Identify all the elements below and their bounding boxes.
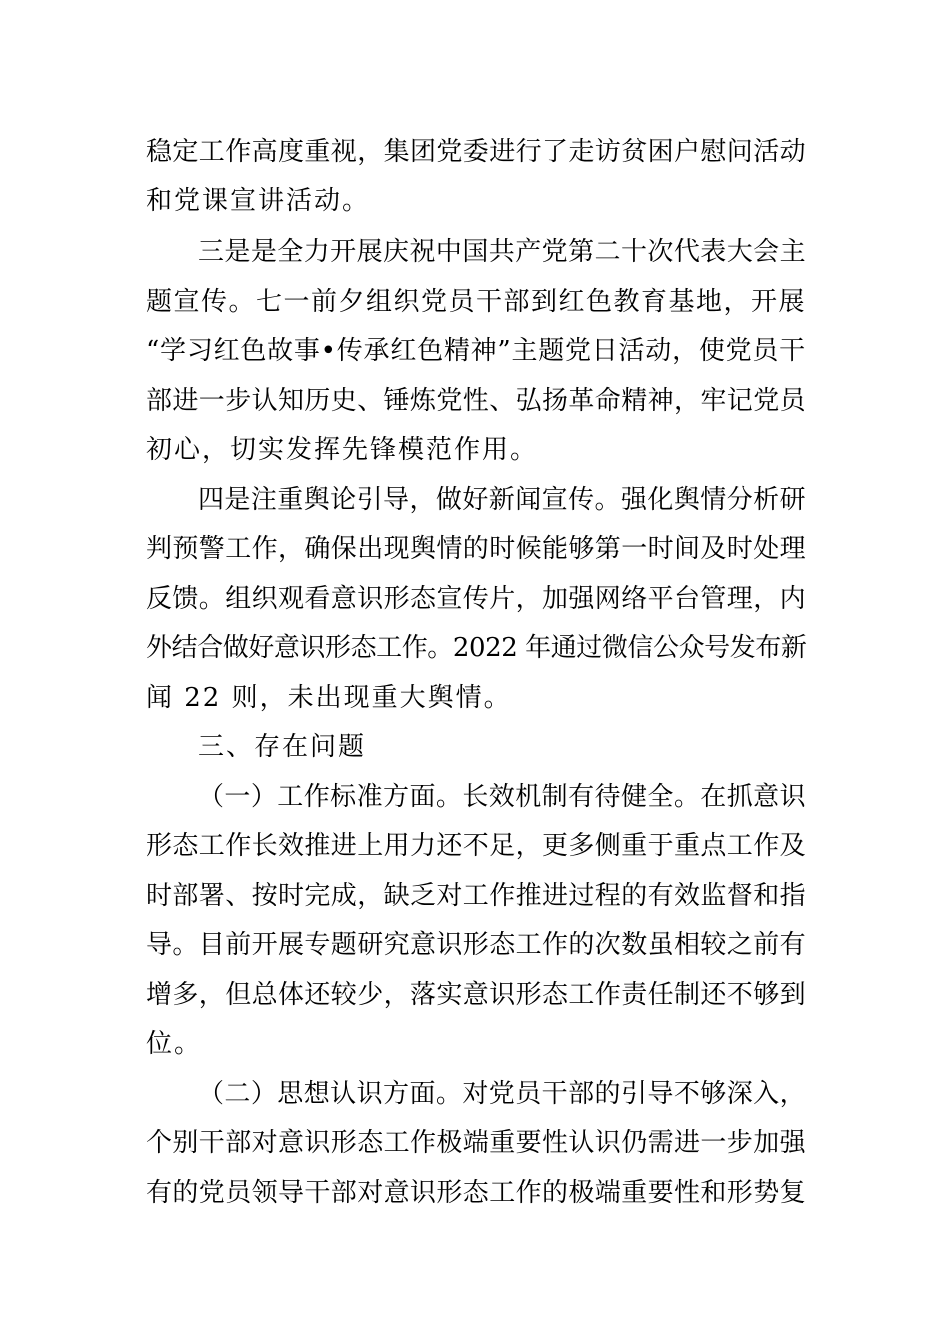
paragraph-line: 判预警工作，确保出现舆情的时候能够第一时间及时处理: [146, 534, 807, 564]
paragraph-line: （一）工作标准方面。长效机制有待健全。在抓意识: [198, 782, 807, 812]
section-heading: 三、存在问题: [198, 732, 367, 762]
paragraph-line: 增多，但总体还较少，落实意识形态工作责任制还不够到: [146, 980, 807, 1010]
paragraph-line: 外结合做好意识形态工作。2022 年通过微信公众号发布新: [146, 633, 807, 663]
paragraph-line: 时部署、按时完成，缺乏对工作推进过程的有效监督和指: [146, 881, 807, 911]
paragraph-line: 位。: [146, 1029, 203, 1059]
paragraph-line: 形态工作长效推进上用力还不足，更多侧重于重点工作及: [146, 831, 807, 861]
paragraph-line: 有的党员领导干部对意识形态工作的极端重要性和形势复: [146, 1178, 807, 1208]
paragraph-line: （二）思想认识方面。对党员干部的引导不够深入，: [198, 1079, 807, 1109]
paragraph-line: 个别干部对意识形态工作极端重要性认识仍需进一步加强: [146, 1128, 807, 1158]
paragraph-line: 题宣传。七一前夕组织党员干部到红色教育基地，开展: [146, 287, 807, 317]
paragraph-line: 部进一步认知历史、锤炼党性、弘扬革命精神，牢记党员: [146, 386, 807, 416]
paragraph-line: 稳定工作高度重视，集团党委进行了走访贫困户慰问活动: [146, 137, 807, 167]
paragraph-line: 和党课宣讲活动。: [146, 186, 371, 216]
paragraph-line: 导。目前开展专题研究意识形态工作的次数虽相较之前有: [146, 930, 807, 960]
paragraph-line: 闻 22 则，未出现重大舆情。: [146, 683, 512, 713]
paragraph-line: 初心，切实发挥先锋模范作用。: [146, 435, 539, 465]
paragraph-line: 反馈。组织观看意识形态宣传片，加强网络平台管理，内: [146, 584, 807, 614]
paragraph-line: 三是是全力开展庆祝中国共产党第二十次代表大会主: [198, 237, 807, 267]
paragraph-line: 四是注重舆论引导，做好新闻宣传。强化舆情分析研: [198, 485, 807, 515]
paragraph-line: “学习红色故事•传承红色精神”主题党日活动，使党员干: [146, 336, 806, 366]
